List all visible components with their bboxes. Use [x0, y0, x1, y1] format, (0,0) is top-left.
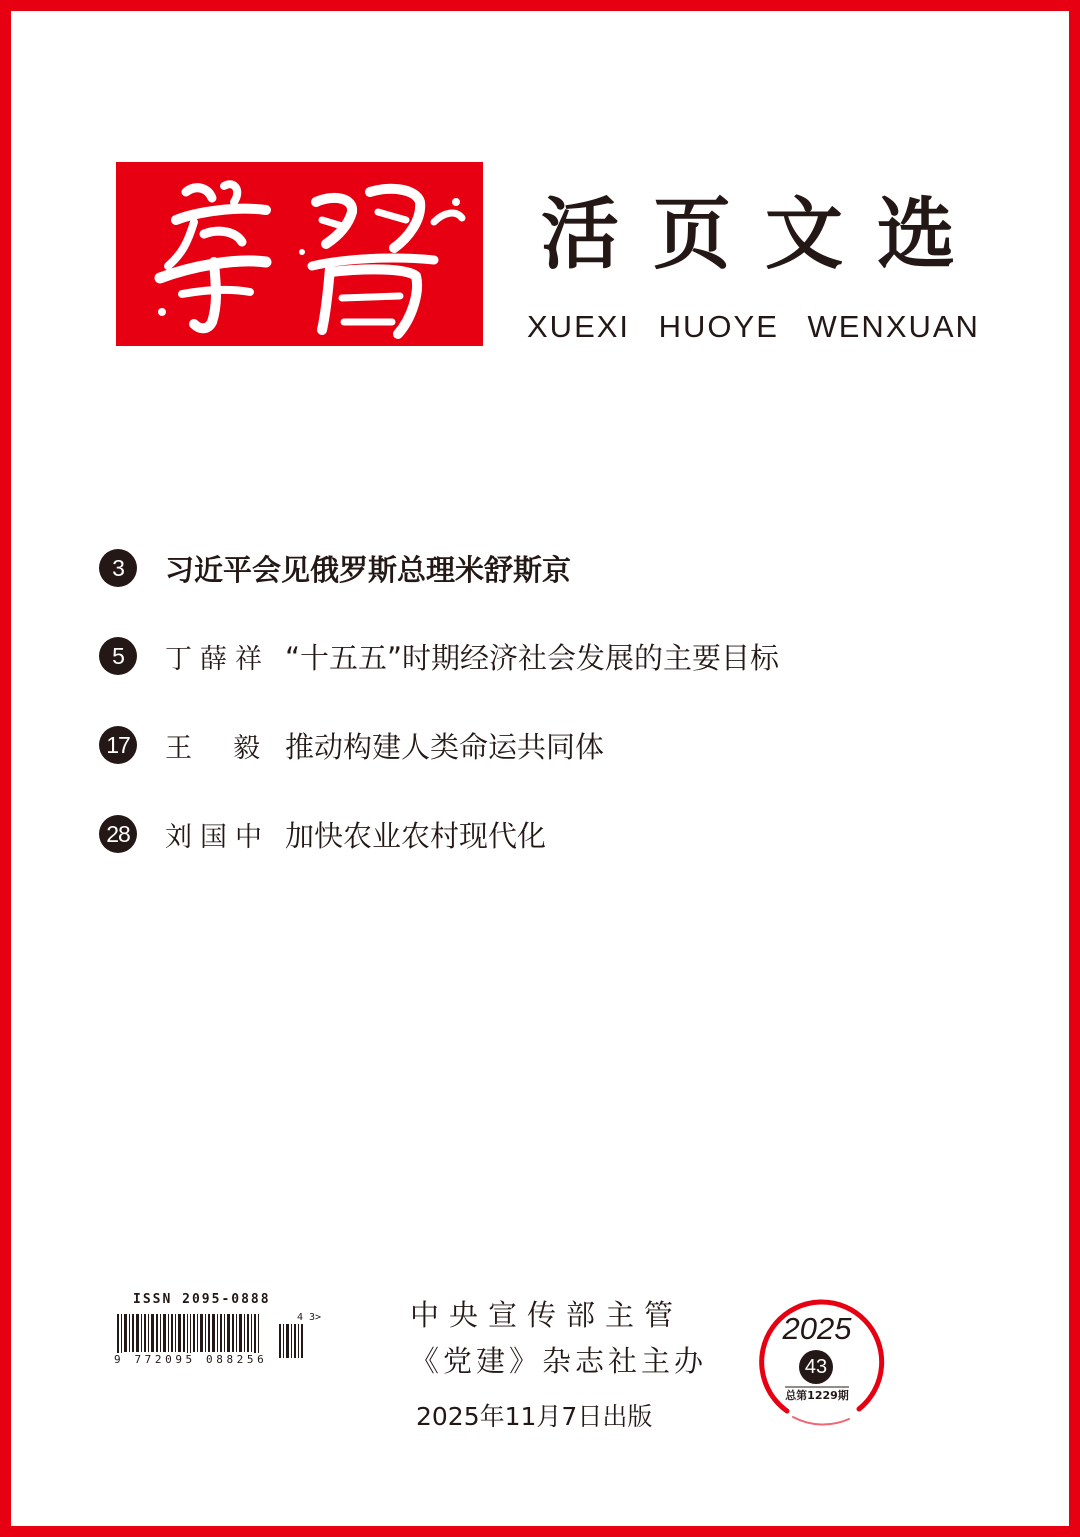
issn-label: ISSN 2095-0888 [133, 1292, 271, 1307]
xuexi-logo [116, 162, 483, 346]
toc-title: 加快农业农村现代化 [285, 818, 547, 853]
magazine-title-pinyin: XUEXI HUOYE WENXUAN [527, 309, 980, 344]
xuexi-calligraphy-icon [116, 162, 483, 346]
issue-year: 2025 [782, 1311, 852, 1346]
toc-item[interactable] [99, 634, 780, 678]
toc-author: 刘国中 [165, 821, 270, 853]
issue-total: 总第1229期 [785, 1389, 849, 1402]
toc-title: 推动构建人类命运共同体 [285, 729, 605, 764]
toc-page-number: 3 [99, 549, 137, 587]
publisher-sponsor: 《党建》杂志社主办 [410, 1344, 708, 1378]
publication-date: 2025年11月7日出版 [416, 1402, 653, 1431]
publisher-supervisor: 中央宣传部主管 [410, 1298, 684, 1332]
barcode-digits: 9 772095 088256 [114, 1353, 268, 1366]
toc-page-number: 28 [99, 815, 137, 853]
toc-item[interactable] [99, 723, 605, 767]
issn-barcode [111, 1290, 326, 1372]
barcode-addon: 4 3> [297, 1312, 322, 1323]
toc-author: 丁薛祥 [165, 643, 270, 675]
toc-item[interactable] [99, 812, 547, 856]
toc-title: “十五五”时期经济社会发展的主要目标 [285, 640, 780, 675]
toc-page-number: 17 [99, 726, 137, 764]
magazine-title: 活页文选 [541, 189, 990, 280]
toc-item[interactable] [99, 546, 572, 590]
issue-badge [749, 1293, 885, 1429]
toc-title: 习近平会见俄罗斯总理米舒斯京 [165, 552, 572, 587]
toc-page-number: 5 [99, 637, 137, 675]
toc-author: 王 毅 [165, 732, 269, 764]
issue-number: 43 [799, 1350, 833, 1384]
